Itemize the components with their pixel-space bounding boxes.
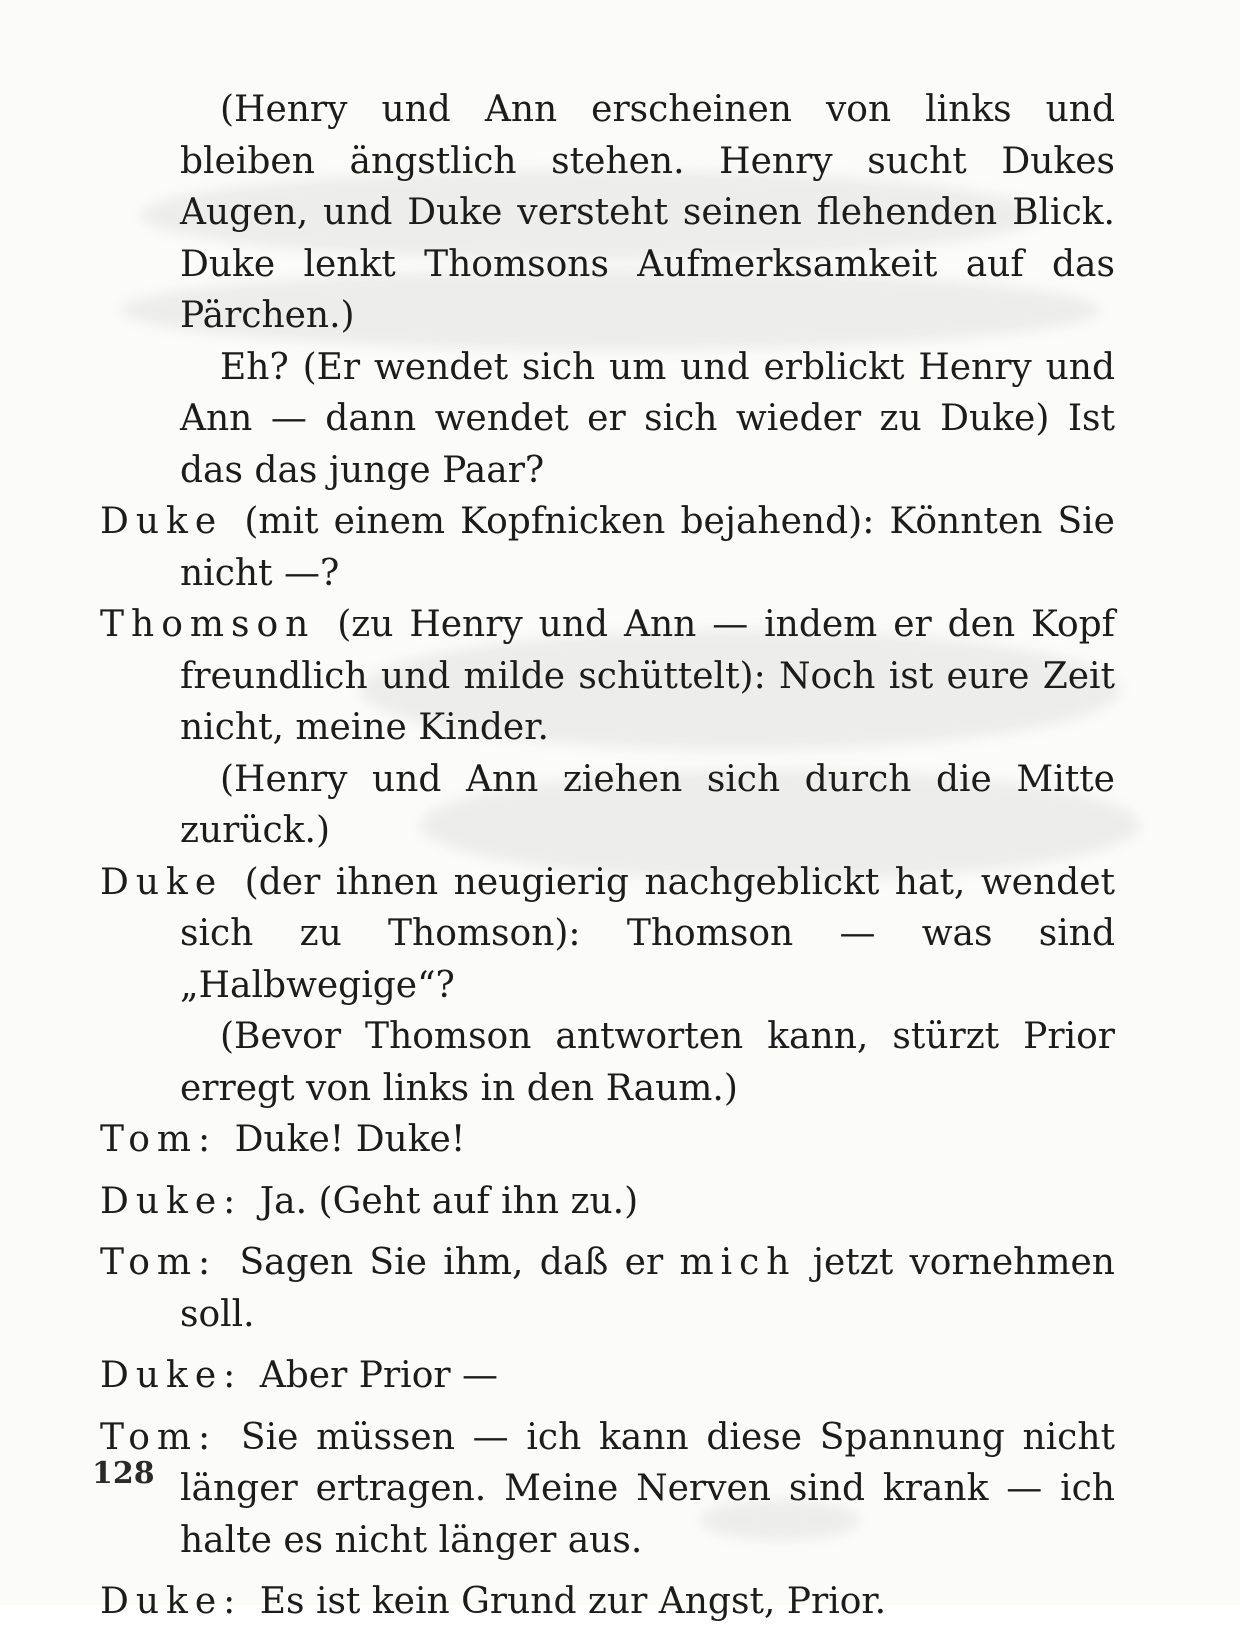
dialogue-text: Aber Prior — — [259, 1355, 499, 1396]
stage-direction: (Henry und Ann ziehen sich durch die Mitte zurück.) — [180, 758, 1115, 851]
stage-direction: (Henry und Ann erscheinen von links und bleiben ängstlich stehen. Henry sucht Dukes Augen, und Duke versteht seinen flehenden Blick. Duke lenkt Thomsons Aufmerksamkeit auf das Pärchen.) — [180, 89, 1115, 336]
dialogue-line — [100, 599, 1115, 754]
dialogue-text: Duke! Duke! — [234, 1119, 466, 1160]
stage-direction: (Bevor Thomson antworten kann, stürzt Prior erregt von links in den Raum.) — [180, 1016, 1115, 1109]
dialogue-line — [100, 496, 1115, 599]
dialogue-text: (zu Henry und Ann — indem er den Kopf freundlich und milde schüttelt): Noch ist eure Zeit nicht, meine Kinder. — [180, 604, 1115, 748]
dialogue-text: Sagen Sie ihm, daß er — [239, 1242, 664, 1283]
dialogue-text: jetzt vornehmen soll. — [180, 1242, 1115, 1335]
speaker-name: Duke: — [100, 1355, 243, 1396]
dialogue-line — [100, 857, 1115, 1012]
dialogue-continuation: Eh? (Er wendet sich um und erblickt Henry und Ann — dann wendet er sich wieder zu Duke) Ist das das junge Paar? — [180, 346, 1115, 491]
dialogue-text: Sie müssen — ich kann diese Spannung nicht länger ertragen. Meine Nerven sind krank — ich halte es nicht länger aus. — [180, 1416, 1115, 1561]
speaker-name: Duke: — [100, 1180, 243, 1222]
dialogue-line — [100, 1412, 1115, 1567]
dialogue-line — [100, 1576, 1115, 1628]
dialogue-line — [100, 1176, 1115, 1228]
dialogue-line — [100, 1114, 1115, 1166]
dialogue-line — [100, 1350, 1115, 1402]
page-number: 128 — [92, 1456, 155, 1491]
dialogue-text: (der ihnen neugierig nachgeblickt hat, wendet sich zu Thomson): Thomson — was sind „Halbwegige“? — [180, 861, 1115, 1006]
speaker-name: Duke — [100, 501, 224, 542]
speaker-name: Tom: — [100, 1242, 218, 1283]
speaker-name: Thomson — [100, 604, 316, 645]
emphasized-word: mich — [679, 1242, 797, 1283]
speaker-name: Tom: — [100, 1119, 218, 1160]
play-text — [100, 84, 1115, 1638]
speaker-name: Duke — [100, 861, 224, 903]
dialogue-text: Ja. (Geht auf ihn zu.) — [259, 1180, 639, 1222]
speaker-name: Duke: — [100, 1581, 243, 1622]
speaker-name: Tom: — [100, 1416, 218, 1458]
dialogue-line — [100, 1237, 1115, 1340]
dialogue-text: (mit einem Kopfnicken bejahend): Könnten Sie nicht —? — [180, 501, 1115, 594]
dialogue-text: Es ist kein Grund zur Angst, Prior. — [259, 1581, 887, 1622]
